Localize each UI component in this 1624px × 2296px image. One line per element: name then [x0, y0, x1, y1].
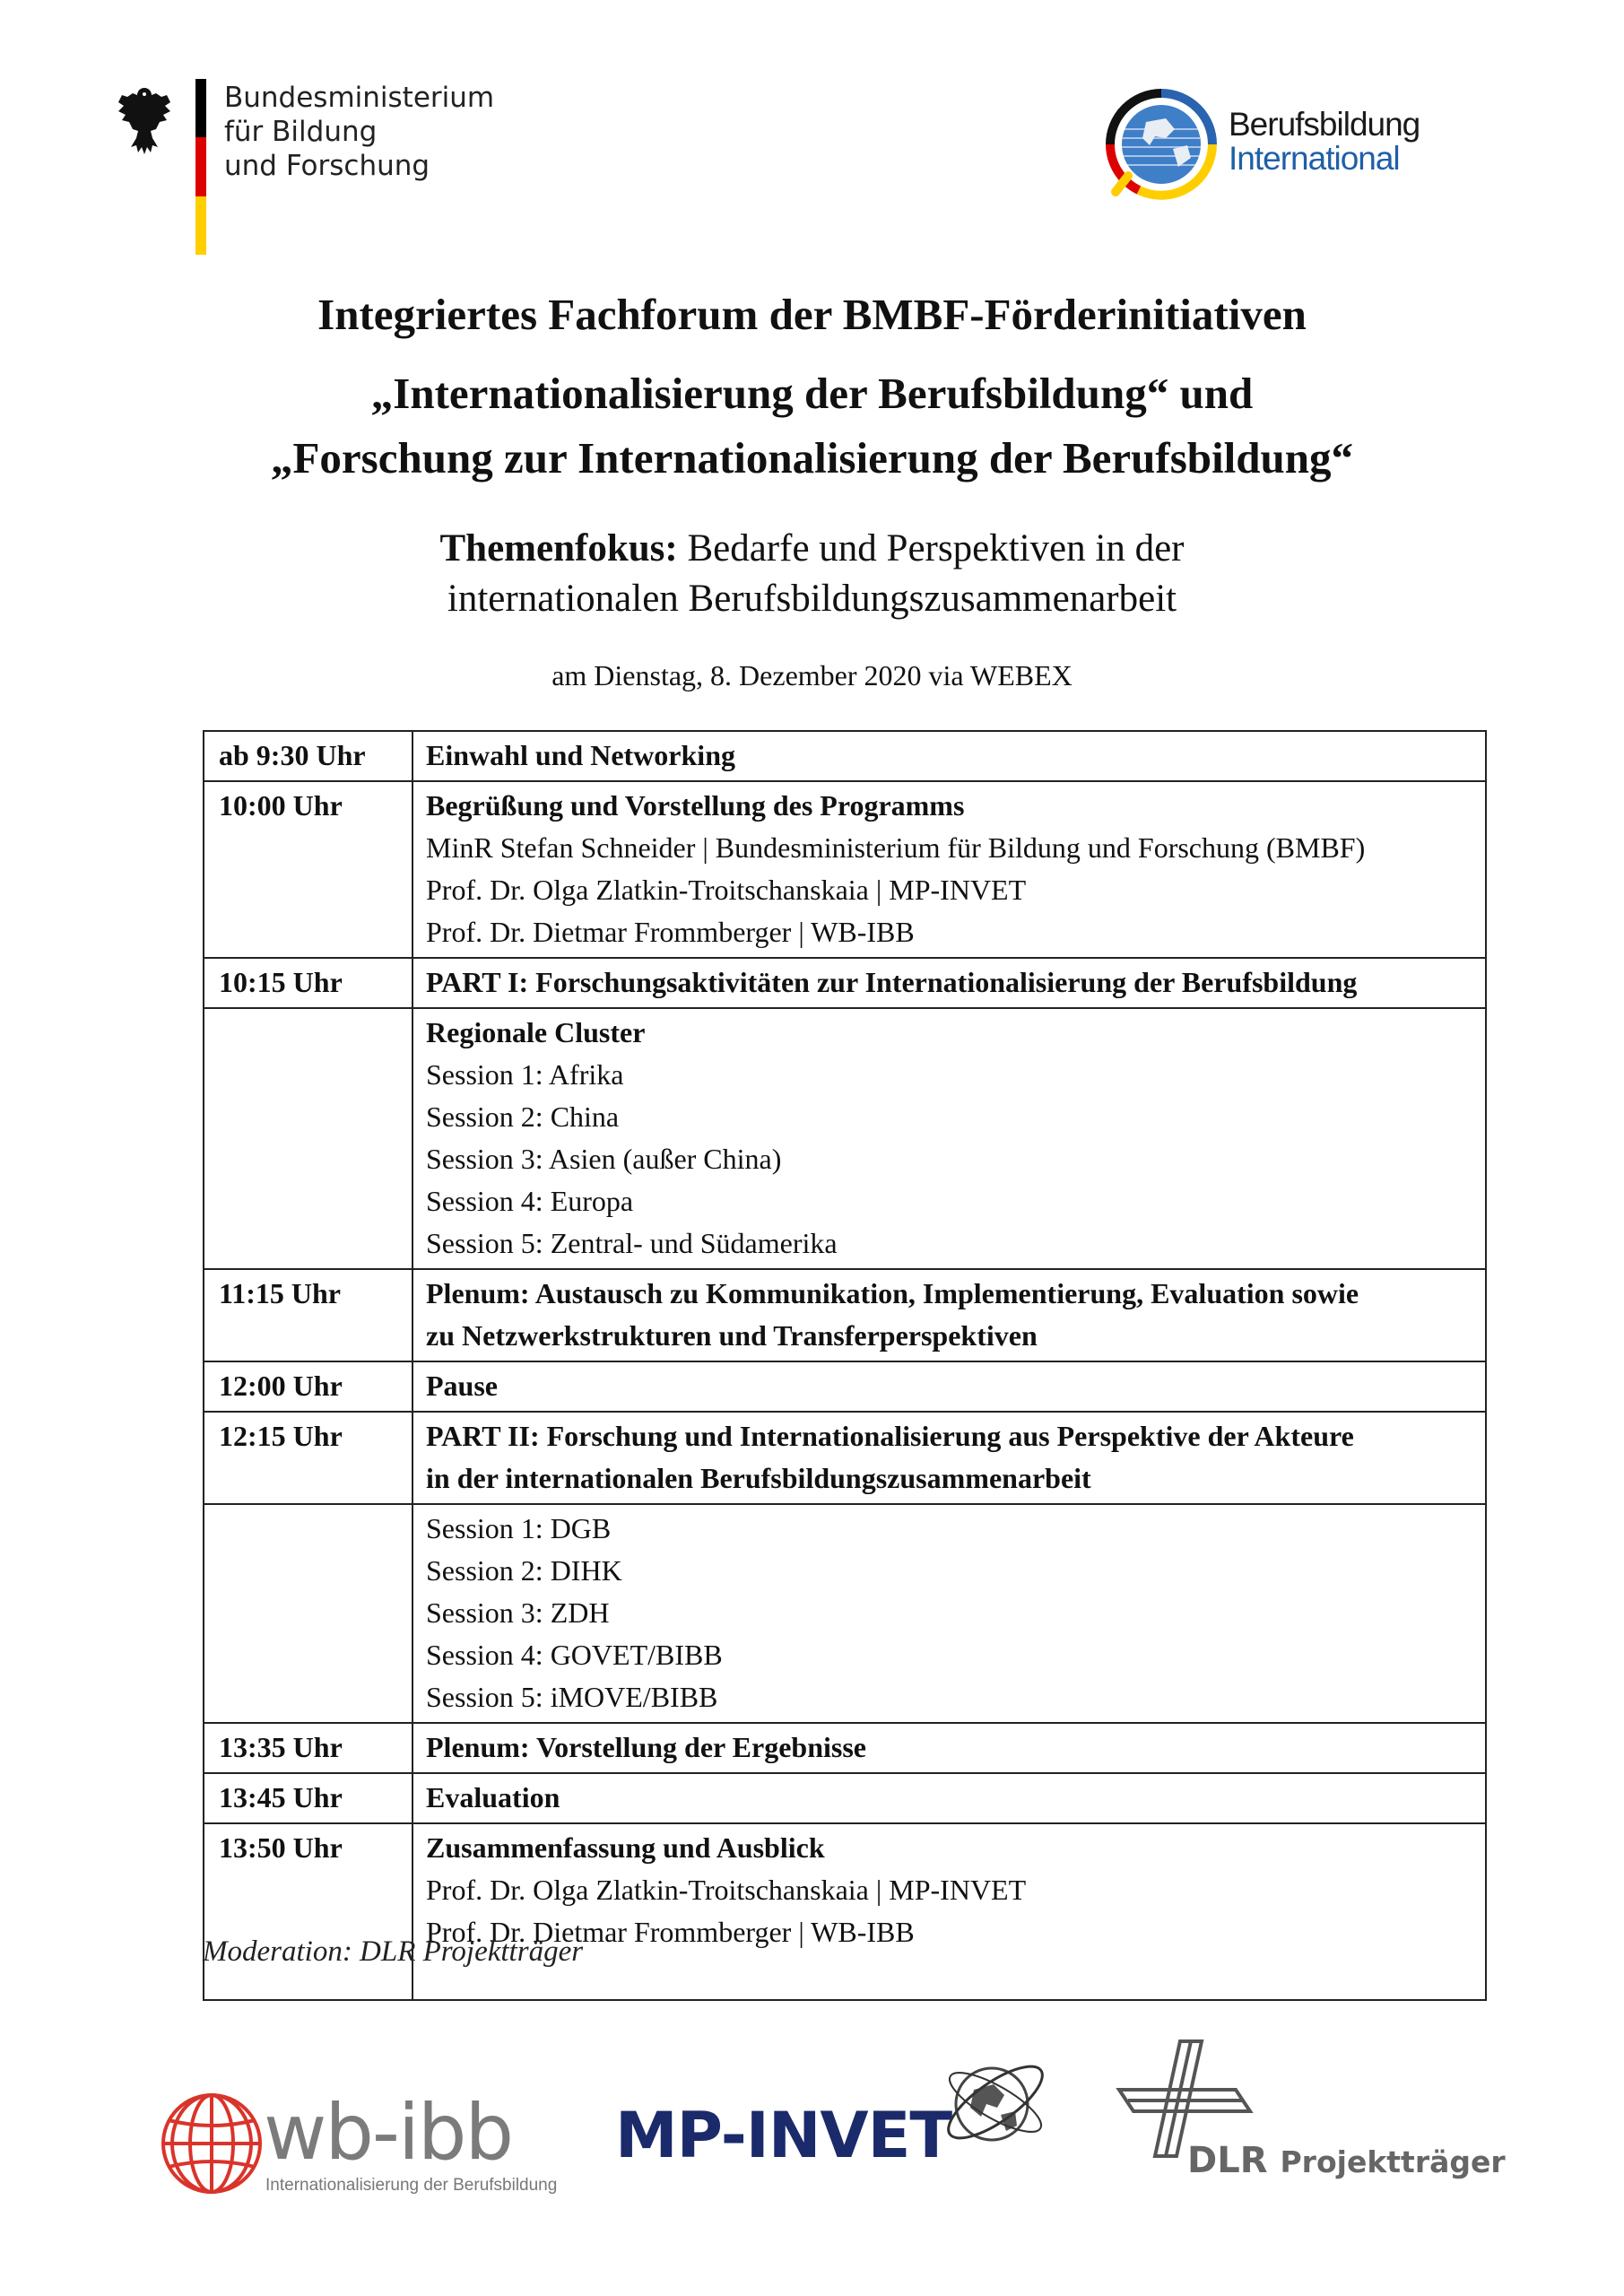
agenda-detail: Session 3: ZDH	[426, 1596, 610, 1629]
agenda-detail: MinR Stefan Schneider | Bundesministerium für Bildung und Forschung (BMBF)	[426, 831, 1366, 864]
bmbf-line: Bundesministerium	[224, 82, 495, 114]
agenda-detail: Prof. Dr. Olga Zlatkin-Troitschanskaia | MP-INVET	[426, 1874, 1027, 1906]
agenda-time: ab 9:30 Uhr	[204, 731, 413, 781]
wb-ibb-name: wb-ibb	[264, 2088, 513, 2178]
agenda-detail: Session 5: iMOVE/BIBB	[426, 1681, 718, 1713]
agenda-detail: Session 1: Afrika	[426, 1058, 624, 1091]
agenda-row	[204, 731, 1486, 781]
title-line2: „Internationalisierung der Berufsbildung“ und	[370, 369, 1254, 418]
agenda-heading: PART I: Forschungsaktivitäten zur Internationalisierung der Berufsbildung	[426, 966, 1358, 998]
agenda-time	[204, 1504, 413, 1723]
agenda-time: 12:00 Uhr	[204, 1361, 413, 1412]
agenda-content	[413, 1269, 1486, 1361]
bmbf-line: für Bildung	[224, 116, 378, 148]
agenda-row	[204, 1504, 1486, 1723]
bmbf-line: und Forschung	[224, 150, 430, 182]
theme-focus	[0, 524, 1624, 624]
agenda-time	[204, 1008, 413, 1269]
agenda-time: 11:15 Uhr	[204, 1269, 413, 1361]
agenda-detail: Session 2: China	[426, 1100, 620, 1133]
agenda-detail: Prof. Dr. Dietmar Frommberger | WB-IBB	[426, 916, 915, 948]
agenda-row	[204, 1361, 1486, 1412]
agenda-content	[413, 1773, 1486, 1823]
agenda-time: 10:00 Uhr	[204, 781, 413, 958]
agenda-heading: Plenum: Vorstellung der Ergebnisse	[426, 1731, 866, 1763]
theme-focus-text2: internationalen Berufsbildungszusammenarbeit	[447, 578, 1177, 620]
agenda-row	[204, 781, 1486, 958]
agenda-detail: Session 5: Zentral- und Südamerika	[426, 1227, 838, 1259]
dlr-logo	[1101, 2036, 1506, 2197]
agenda-content	[413, 1412, 1486, 1504]
federal-eagle-icon	[115, 83, 174, 158]
agenda-row	[204, 1412, 1486, 1504]
agenda-time: 13:45 Uhr	[204, 1773, 413, 1823]
agenda-row	[204, 1008, 1486, 1269]
wb-ibb-subtitle: Internationalisierung der Berufsbildung	[265, 2176, 558, 2195]
agenda-detail: Session 2: DIHK	[426, 1554, 622, 1587]
agenda-content	[413, 1008, 1486, 1269]
agenda-heading: Evaluation	[426, 1781, 560, 1813]
dlr-name: DLR	[1187, 2140, 1268, 2181]
moderation-note: Moderation: DLR Projektträger	[203, 1935, 584, 1968]
german-flag-bar	[195, 79, 206, 255]
agenda-row	[204, 1823, 1486, 2000]
event-date: am Dienstag, 8. Dezember 2020 via WEBEX	[551, 659, 1073, 691]
agenda-row	[204, 1723, 1486, 1773]
globe-orbit-icon	[938, 2045, 1055, 2161]
agenda-table	[203, 730, 1487, 2001]
agenda-time: 13:35 Uhr	[204, 1723, 413, 1773]
agenda-time: 13:50 Uhr	[204, 1823, 413, 2000]
agenda-content	[413, 781, 1486, 958]
agenda-detail: Session 1: DGB	[426, 1512, 612, 1544]
agenda-heading: Begrüßung und Vorstellung des Programms	[426, 789, 965, 822]
theme-focus-text1: Bedarfe und Perspektiven in der	[687, 527, 1185, 570]
bmbf-name	[224, 81, 494, 183]
agenda-time: 12:15 Uhr	[204, 1412, 413, 1504]
agenda-heading: Plenum: Austausch zu Kommunikation, Implementierung, Evaluation sowie	[426, 1277, 1359, 1309]
dlr-text	[1187, 2140, 1506, 2181]
globe-grid-icon	[158, 2090, 265, 2197]
agenda-content	[413, 1504, 1486, 1723]
mp-invet-logo	[615, 2045, 1064, 2179]
agenda-detail: Prof. Dr. Dietmar Frommberger | WB-IBB	[426, 1916, 915, 1948]
agenda-detail: Session 4: GOVET/BIBB	[426, 1639, 723, 1671]
theme-focus-label: Themenfokus:	[439, 527, 678, 570]
mp-invet-name: MP-INVET	[615, 2099, 952, 2172]
agenda-content	[413, 731, 1486, 781]
dlr-subtitle: Projektträger	[1280, 2144, 1506, 2179]
agenda-row	[204, 1773, 1486, 1823]
wb-ibb-logo	[158, 2090, 570, 2197]
agenda-detail: Prof. Dr. Olga Zlatkin-Troitschanskaia | MP-INVET	[426, 874, 1027, 906]
agenda-detail: Session 4: Europa	[426, 1185, 634, 1217]
agenda-row	[204, 1269, 1486, 1361]
title-line3: „Forschung zur Internationalisierung der Berufsbildung“	[270, 433, 1353, 483]
agenda-time: 10:15 Uhr	[204, 958, 413, 1008]
theme-focus-line1	[0, 524, 1624, 574]
agenda-content	[413, 1823, 1486, 2000]
agenda-heading: PART II: Forschung und Internationalisierung aus Perspektive der Akteure	[426, 1420, 1354, 1452]
agenda-content	[413, 958, 1486, 1008]
agenda-heading: Pause	[426, 1370, 498, 1402]
agenda-content	[413, 1723, 1486, 1773]
agenda-heading: Regionale Cluster	[426, 1016, 646, 1048]
agenda-heading: in der internationalen Berufsbildungszusammenarbeit	[426, 1462, 1091, 1494]
berufsbildung-international-logo	[1103, 86, 1498, 212]
bmbf-logo	[115, 79, 509, 258]
agenda-row	[204, 958, 1486, 1008]
agenda-heading: zu Netzwerkstrukturen und Transferperspektiven	[426, 1319, 1038, 1352]
agenda-heading: Einwahl und Networking	[426, 739, 735, 771]
title-line1: Integriertes Fachforum der BMBF-Förderinitiativen	[317, 290, 1307, 339]
bbi-line2: International	[1229, 140, 1400, 177]
agenda-body	[204, 731, 1486, 2000]
globe-magnifier-icon	[1103, 86, 1220, 203]
bbi-line1: Berufsbildung	[1229, 106, 1420, 143]
agenda-content	[413, 1361, 1486, 1412]
agenda-detail: Session 3: Asien (außer China)	[426, 1143, 782, 1175]
agenda-heading: Zusammenfassung und Ausblick	[426, 1831, 825, 1864]
